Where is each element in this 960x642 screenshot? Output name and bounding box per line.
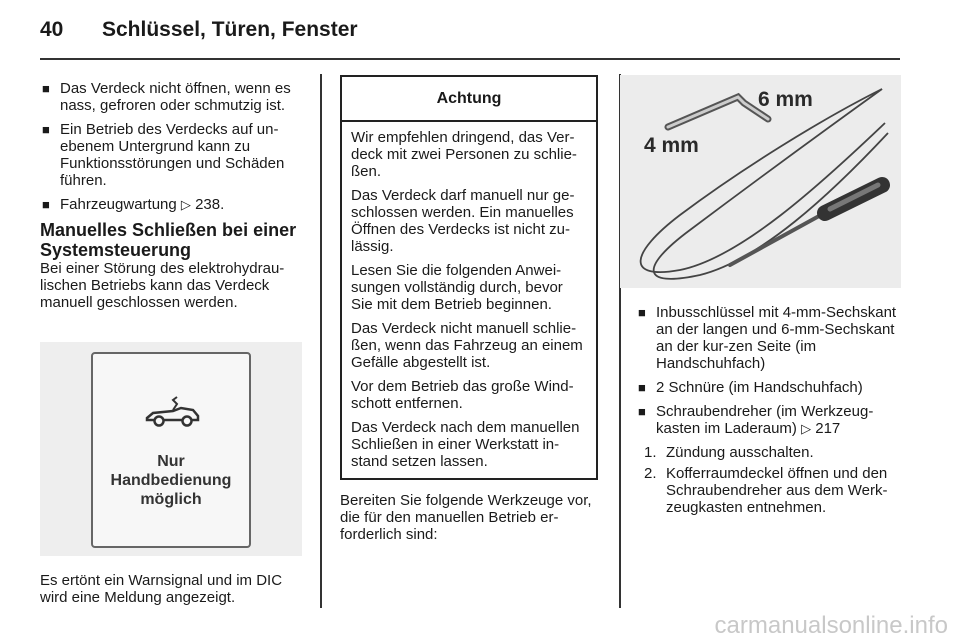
- warning-paragraph: Das Verdeck nicht manuell schlie-ßen, wenn das Fahrzeug an einem Gefälle abgestellt ist.: [351, 320, 583, 371]
- dic-panel: [91, 352, 251, 548]
- list-item: ■ Ein Betrieb des Verdecks auf un-ebenem Untergrund kann zu Funktionsstörungen und Schäden führen.: [40, 121, 308, 189]
- list-item: ■ Inbusschlüssel mit 4-mm-Sechskant an der langen und 6-mm-Sechskant an der kur-zen Seite (im Handschuhfach): [636, 304, 902, 372]
- warning-body: [342, 122, 596, 470]
- convertible-car-icon: [143, 396, 203, 430]
- closing-text: Es ertönt ein Warnsignal und im DIC wird eine Meldung angezeigt.: [40, 572, 283, 606]
- list-item: ■ Das Verdeck nicht öffnen, wenn es nass, gefroren oder schmutzig ist.: [40, 80, 308, 114]
- watermark: carmanualsonline.info: [714, 612, 948, 639]
- list-item: [636, 403, 902, 437]
- page-header: [40, 18, 358, 42]
- list-item: ■ 2 Schnüre (im Handschuhfach): [636, 379, 902, 396]
- list-item-text: Fahrzeugwartung: [60, 196, 177, 213]
- section-heading: Manuelles Schließen bei einer Systemsteuerung: [40, 220, 297, 260]
- page-reference-link[interactable]: 217: [815, 420, 841, 437]
- warning-box: [340, 75, 598, 480]
- hex-4mm-label: 4 mm: [644, 134, 699, 157]
- page-reference-link[interactable]: 238.: [195, 196, 225, 213]
- hex-6mm-label: 6 mm: [758, 88, 813, 111]
- warning-paragraph: Lesen Sie die folgenden Anwei-sungen vollständig durch, bevor Sie mit dem Betrieb beginnen.: [351, 262, 563, 313]
- page-title: Schlüssel, Türen, Fenster: [102, 18, 358, 41]
- safety-bullets: [40, 80, 308, 213]
- tools-list: [636, 304, 902, 437]
- steps-list: [636, 444, 902, 516]
- warning-paragraph: Vor dem Betrieb das große Wind-schott entfernen.: [351, 378, 574, 412]
- dic-line: Nur: [157, 453, 185, 470]
- dic-line: möglich: [140, 491, 202, 508]
- intro-text: Bei einer Störung des elektrohydrau-lischen Betriebs kann das Verdeck manuell geschlossen werden.: [40, 260, 285, 311]
- warning-paragraph: Das Verdeck darf manuell nur ge-schlossen werden. Ein manuelles Öffnen des Verdecks ist nicht zu-lässig.: [351, 187, 575, 255]
- step-text: Zündung ausschalten.: [666, 444, 814, 461]
- column-divider-1: [320, 74, 322, 608]
- header-rule: [40, 58, 900, 60]
- step-item: [636, 444, 902, 461]
- dic-message: [93, 452, 249, 509]
- list-item-text: Schraubendreher (im Werkzeug-kasten im Laderaum): [656, 403, 874, 437]
- step-number: 1.: [644, 444, 657, 461]
- page-number: 40: [40, 18, 64, 41]
- warning-paragraph: Wir empfehlen dringend, das Ver-deck mit zwei Personen zu schlie-ßen.: [351, 129, 577, 180]
- reference-arrow-icon: ▷: [801, 421, 812, 436]
- column-3: [636, 304, 902, 520]
- reference-arrow-icon: ▷: [180, 197, 191, 212]
- step-text: Kofferraumdeckel öffnen und den Schraubendreher aus dem Werk-zeugkasten entnehmen.: [666, 465, 888, 516]
- dic-line: Handbedienung: [110, 472, 232, 489]
- list-item: [40, 196, 308, 213]
- step-item: [636, 465, 902, 516]
- warning-paragraph: Das Verdeck nach dem manuellen Schließen in einer Werkstatt in-stand setzen lassen.: [351, 419, 580, 470]
- tools-intro: Bereiten Sie folgende Werkzeuge vor, die für den manuellen Betrieb er-forderlich sind:: [340, 492, 592, 543]
- column-1: [40, 80, 308, 311]
- warning-title: Achtung: [342, 77, 596, 122]
- step-number: 2.: [644, 465, 657, 482]
